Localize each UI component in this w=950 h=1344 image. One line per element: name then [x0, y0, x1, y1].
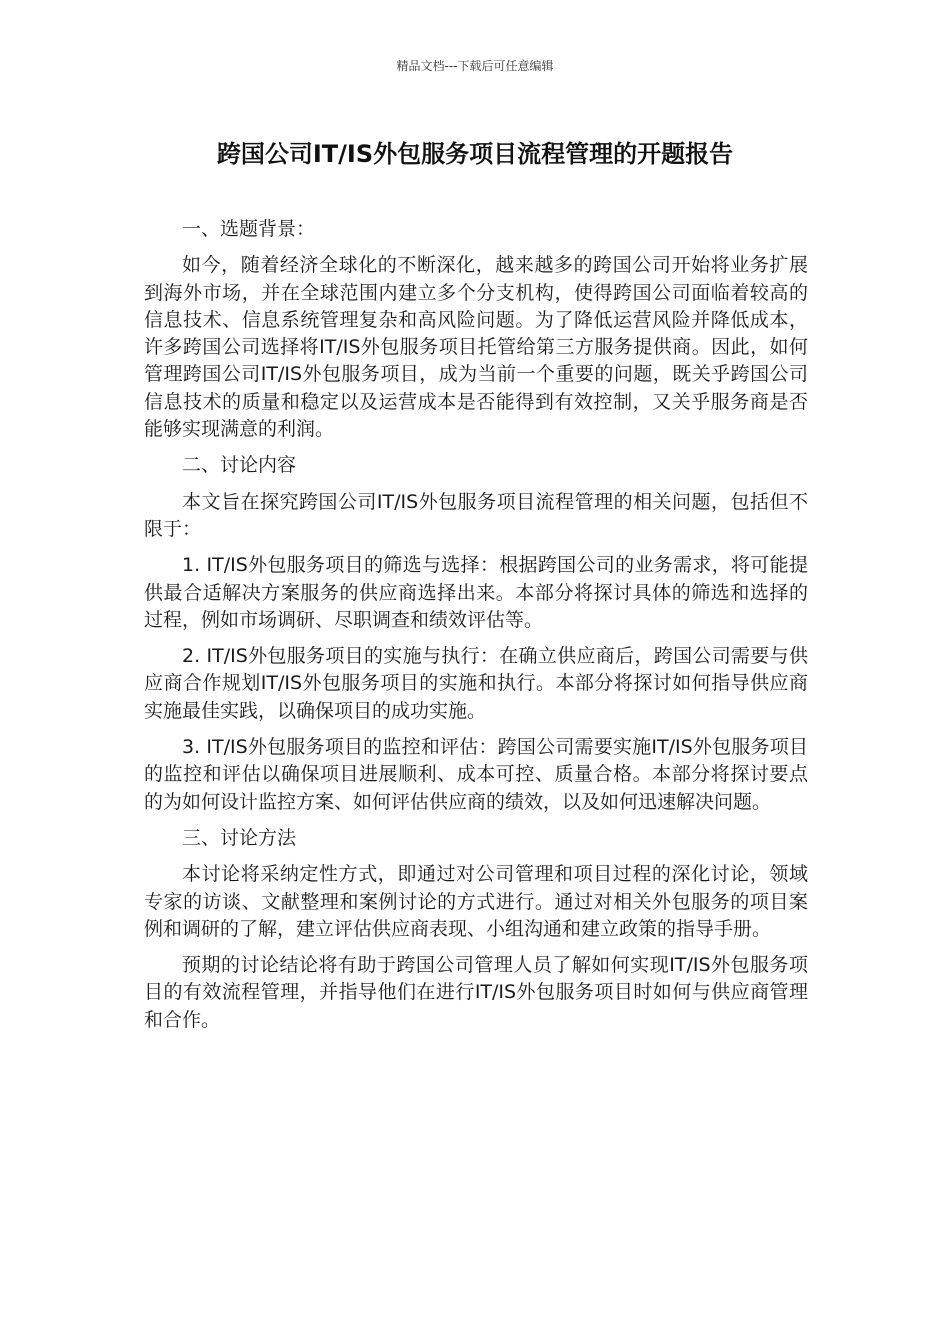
method-paragraph: 本讨论将采纳定性方式，即通过对公司管理和项目过程的深化讨论，领域专家的访谈、文献整理和案例讨论的方式进行。通过对相关外包服务的项目案例和调研的了解，建立评估供应商表现、小组沟通和建立政策的指导手册。 [144, 863, 808, 940]
expected-conclusion-paragraph: 预期的讨论结论将有助于跨国公司管理人员了解如何实现IT/IS外包服务项目的有效流程管理，并指导他们在进行IT/IS外包服务项目时如何与供应商管理和合作。 [144, 954, 808, 1031]
document-title: 跨国公司IT/IS外包服务项目流程管理的开题报告 [216, 140, 734, 168]
background-paragraph: 如今，随着经济全球化的不断深化，越来越多的跨国公司开始将业务扩展到海外市场，并在全球范围内建立多个分支机构，使得跨国公司面临着较高的信息技术、信息系统管理复杂和高风险问题。为了降低运营风险并降低成本，许多跨国公司选择将IT/IS外包服务项目托管给第三方服务提供商。因此，如何管理跨国公司IT/IS外包服务项目，成为当前一个重要的问题，既关乎跨国公司信息技术的质量和稳定以及运营成本是否能得到有效控制，又关乎服务商是否能够实现满意的利润。 [144, 254, 808, 441]
content-item-3: 3. IT/IS外包服务项目的监控和评估：跨国公司需要实施IT/IS外包服务项目的监控和评估以确保项目进展顺利、成本可控、质量合格。本部分将探讨要点的为如何设计监控方案、如何评估供应商的绩效，以及如何迅速解决问题。 [144, 736, 808, 813]
section-heading-background: 一、选题背景： [182, 218, 316, 240]
content-intro-paragraph: 本文旨在探究跨国公司IT/IS外包服务项目流程管理的相关问题，包括但不限于： [144, 490, 808, 540]
content-item-2: 2. IT/IS外包服务项目的实施与执行：在确立供应商后，跨国公司需要与供应商合作规划IT/IS外包服务项目的实施和执行。本部分将探讨如何指导供应商实施最佳实践，以确保项目的成功实施。 [144, 645, 808, 722]
page-header: 精品文档---下载后可任意编辑 [396, 59, 554, 73]
section-heading-content: 二、讨论内容 [182, 454, 297, 477]
section-heading-method: 三、讨论方法 [182, 826, 297, 849]
content-item-1: 1. IT/IS外包服务项目的筛选与选择：根据跨国公司的业务需求，将可能提供最合适解决方案服务的供应商选择出来。本部分将探讨具体的筛选和选择的过程，例如市场调研、尽职调查和绩效评估等。 [144, 554, 808, 631]
document-body [144, 216, 808, 1043]
